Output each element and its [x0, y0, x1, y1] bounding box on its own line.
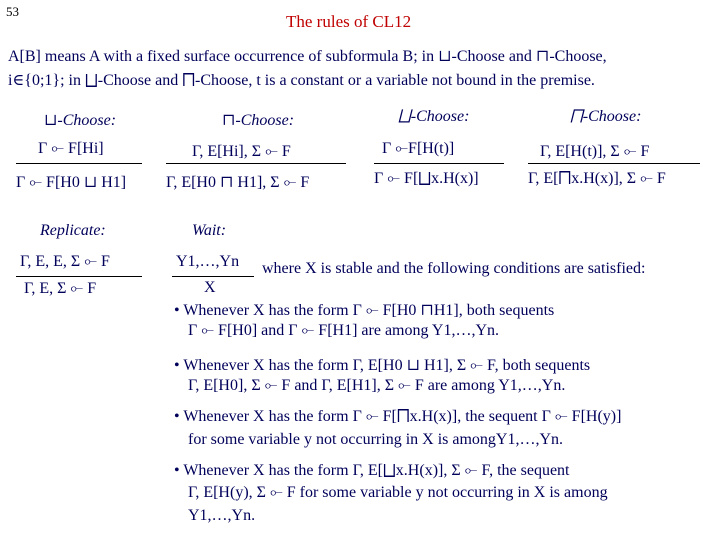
wait-bullet-2-line-1: • Whenever X has the form Γ, E[H0 ⊔ H1], Σ ⟜ F, both sequents	[174, 357, 591, 374]
slide-number: 53	[6, 4, 19, 19]
replicate-inference-line	[16, 276, 142, 277]
wait-bullet-1-line-1: • Whenever X has the form Γ ⟜ F[H0 ⊓H1], both sequents	[174, 302, 555, 319]
and-choose-rule-name: ⊓-Choose:	[222, 112, 295, 129]
wait-premise: Y1,…,Yn	[176, 253, 240, 270]
or-choose-conclusion: Γ ⟜ F[H0 ⊔ H1]	[16, 174, 127, 191]
replicate-rule-name: Replicate:	[40, 222, 106, 239]
wait-rule-name: Wait:	[192, 222, 227, 239]
intro-line-1: A[B] means A with a fixed surface occurrence of subformula B; in ⊔-Choose and ⊓-Choose,	[8, 48, 607, 65]
bigor-choose-rule-name: ⨆-Choose:	[398, 108, 470, 125]
wait-bullet-3-line-1: • Whenever X has the form Γ ⟜ F[⨅x.H(x)], the sequent Γ ⟜ F[H(y)]	[174, 408, 622, 425]
replicate-conclusion: Γ, E, Σ ⟜ F	[24, 280, 97, 297]
intro-line-2: i∈{0;1}; in ⨆-Choose and ⨅-Choose, t is a constant or a variable not bound in the premise.	[8, 72, 595, 89]
slide-title: The rules of CL12	[286, 12, 412, 31]
wait-bullet-3-line-2: for some variable y not occurring in X is amongY1,…,Yn.	[188, 431, 564, 448]
wait-inference-line	[172, 276, 254, 277]
wait-bullet-4-line-2: Γ, E[H(y), Σ ⟜ F for some variable y not occurring in X is among	[188, 484, 608, 501]
or-choose-premise: Γ ⟜ F[Hi]	[38, 140, 104, 157]
bigand-choose-rule-name: ⨅-Choose:	[570, 108, 642, 125]
wait-bullet-1-line-2: Γ ⟜ F[H0] and Γ ⟜ F[H1] are among Y1,…,Yn.	[188, 322, 500, 339]
wait-bullet-4-line-3: Y1,…,Yn.	[188, 507, 256, 524]
and-choose-inference-line	[166, 163, 346, 164]
bigand-choose-conclusion: Γ, E[⨅x.H(x)], Σ ⟜ F	[528, 170, 666, 187]
bigand-choose-inference-line	[528, 163, 700, 164]
and-choose-premise: Γ, E[Hi], Σ ⟜ F	[192, 143, 291, 160]
and-choose-conclusion: Γ, E[H0 ⊓ H1], Σ ⟜ F	[166, 174, 310, 191]
bigor-choose-premise: Γ ⟜F[H(t)]	[382, 140, 455, 157]
wait-bullet-4-line-1: • Whenever X has the form Γ, E[⨆x.H(x)], Σ ⟜ F, the sequent	[174, 462, 570, 479]
wait-bullet-2-line-2: Γ, E[H0], Σ ⟜ F and Γ, E[H1], Σ ⟜ F are among Y1,…,Yn.	[188, 377, 566, 394]
replicate-premise: Γ, E, E, Σ ⟜ F	[20, 253, 110, 270]
bigand-choose-premise: Γ, E[H(t)], Σ ⟜ F	[540, 143, 650, 160]
bigor-choose-inference-line	[374, 163, 504, 164]
wait-conclusion: X	[204, 279, 216, 296]
bigor-choose-conclusion: Γ ⟜ F[⨆x.H(x)]	[374, 170, 479, 187]
or-choose-inference-line	[16, 163, 142, 164]
wait-condition: where X is stable and the following conditions are satisfied:	[262, 260, 646, 277]
or-choose-rule-name: ⊔-Choose:	[44, 112, 117, 129]
